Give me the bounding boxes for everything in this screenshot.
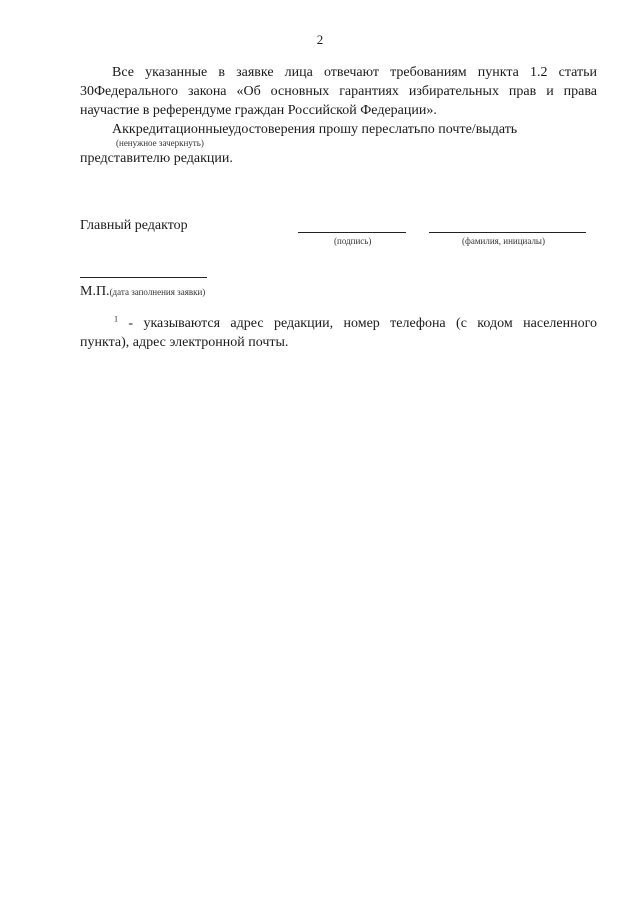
footnote-line1 (114, 315, 597, 333)
footnote-text-1: - указываются адрес редакции, номер телефона (с кодом населенного (118, 316, 597, 331)
footnote-marker: 1 (114, 314, 118, 324)
footnote-line2: пункта), адрес электронной почты. (80, 335, 289, 350)
name-caption: (фамилия, инициалы) (462, 236, 545, 246)
paragraph1-line2: 30Федерального закона «Об основных гарантиях избирательных прав и права (80, 84, 597, 99)
paragraph1-line3: научастие в референдуме граждан Российской Федерации». (80, 103, 437, 118)
paragraph1-line1: Все указанные в заявке лица отвечают требованиям пункта 1.2 статьи (112, 65, 597, 80)
date-line (80, 277, 207, 278)
paragraph2-line2: представителю редакции. (80, 151, 233, 166)
strike-unneeded-hint: (ненужное зачеркнуть) (116, 138, 204, 148)
signature-line (298, 232, 406, 233)
editor-role-label: Главный редактор (80, 218, 188, 233)
stamp-label: М.П. (80, 284, 110, 299)
page-number: 2 (316, 32, 324, 47)
name-line (429, 232, 586, 233)
paragraph2-line1: Аккредитационныеудостоверения прошу переслатьпо почте/выдать (112, 122, 518, 137)
signature-caption: (подпись) (334, 236, 372, 246)
stamp-area-label (80, 283, 205, 301)
date-caption: (дата заполнения заявки) (109, 287, 206, 297)
